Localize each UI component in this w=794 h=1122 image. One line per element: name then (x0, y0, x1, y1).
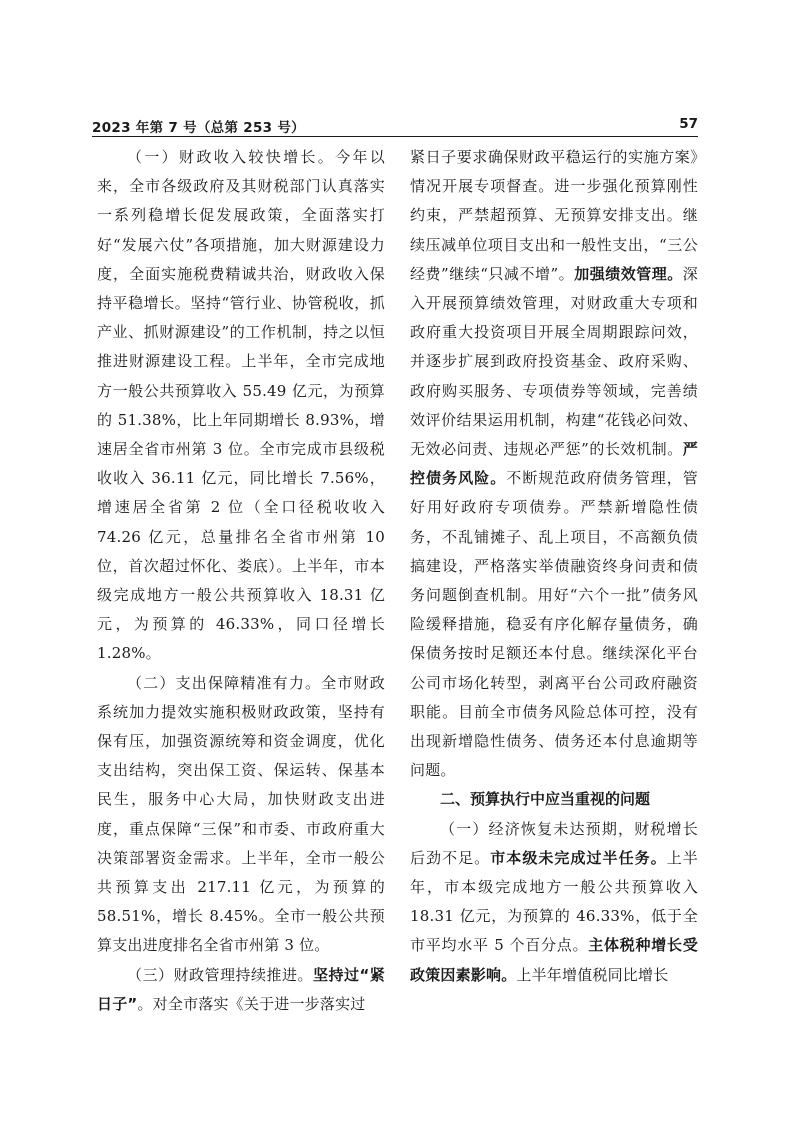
bold-phrase: 坚持过“紧日子” (97, 965, 385, 1013)
section-heading: 二、预算执行中应当重视的问题 (440, 790, 651, 809)
left-column (97, 143, 385, 1062)
paragraph-text: 不断规范政府债务管理，管好用好政府专项债券。严禁新增隐性债务，不乱铺摊子、乱上项目，不高额负债搞建设，严格落实举债融资终身问责和债务问题倒查机制。用好“六个一批”债务风险缓释措施，稳妥有序化解存量债务，确保债务按时足额还本付息。继续深化平台公司市场化转型，剥离平台公司政府融资职能。目前全市债务风险总体可控，没有出现新增隐性债务、债务还本付息逾期等问题。 (410, 469, 698, 780)
paragraph-management-continued (410, 143, 698, 785)
paragraph-lead: （一）经济恢复未达预期，财税增长后劲不足。 (410, 819, 698, 867)
paragraph-issues (410, 815, 698, 990)
paragraph-expenditure (97, 669, 385, 961)
paragraph-text: 紧日子要求确保财政平稳运行的实施方案》情况开展专项督查。进一步强化预算刚性约束，严禁超预算、无预算安排支出。继续压减单位项目支出和一般性支出，“三公经费”继续“只减不增”。 (410, 148, 698, 283)
paragraph-text: 全市财政系统加力提效实施积极财政政策，坚持有保有压，加强资源统筹和资金调度，优化支出结构，突出保工资、保运转、保基本民生，服务中心大局，加快财政支出进度，重点保障“三保”和市委、市政府重大决策部署资金需求。上半年，全市一般公共预算支出 217.11 亿元，为预算的 58.51%，增长 8.45%。全市一般公共预算支出进度排名全省市州第 3 位。 (97, 673, 385, 955)
bold-phrase: 市本级未完成过半任务。 (490, 848, 667, 867)
paragraph-text: 深入开展预算绩效管理，对财政重大专项和政府重大投资项目开展全周期跟踪问效，并逐步扩展到政府投资基金、政府采购、政府购买服务、专项债券等领域，完善绩效评价结果运用机制，构建“花钱必问效、无效必问责、违规必严惩”的长效机制。 (410, 264, 698, 459)
paragraph-text: 今年以来，全市各级政府及其财税部门认真落实一系列稳增长促发展政策，全面落实打好“发展六仗”各项措施，加大财源建设力度，全面实施税费精诚共治，财政收入保持平稳增长。坚持“管行业、协管税收，抓产业、抓财源建设”的工作机制，持之以恒推进财源建设工程。上半年，全市完成地方一般公共预算收入 55.49 亿元，为预算的 51.38%，比上年同期增长 8.93%，增速居全省市州第 3 位。全市完成市县级税收收入 36.11 亿元，同比增长 7.56%，增速居全省第 2 位（全口径税收收入 74.26 亿元，总量排名全省市州第 10 位，首次超过怀化、娄底）。上半年，市本级完成地方一般公共预算收入 18.31 亿元，为预算的 46.33%，同口径增长 1.28%。 (97, 148, 385, 663)
running-header (92, 116, 698, 136)
paragraph-lead: （一）财政收入较快增长。 (127, 148, 336, 166)
bold-phrase: 严控债务风险。 (410, 440, 698, 488)
issue-label: 2023 年第 7 号（总第 253 号） (92, 120, 305, 136)
bold-phrase: 主体税种增长受政策因素影响。 (410, 936, 698, 984)
right-column (410, 143, 698, 1062)
paragraph-text: 上半年，市本级完成地方一般公共预算收入 18.31 亿元，为预算的 46.33%，低于全市平均水平 5 个百分点。 (410, 848, 698, 955)
bold-phrase: 加强绩效管理。 (574, 264, 683, 283)
paragraph-revenue (97, 143, 385, 669)
page-number: 57 (679, 116, 698, 132)
header-rule (92, 136, 698, 137)
paragraph-text: 上半年增值税同比增长 (516, 965, 669, 984)
paragraph-lead: （二）支出保障精准有力。 (127, 673, 322, 692)
paragraph-text: 。对全市落实《关于进一步落实过 (137, 994, 366, 1013)
paragraph-lead: （三）财政管理持续推进。 (127, 965, 313, 984)
paragraph-management (97, 961, 385, 1019)
